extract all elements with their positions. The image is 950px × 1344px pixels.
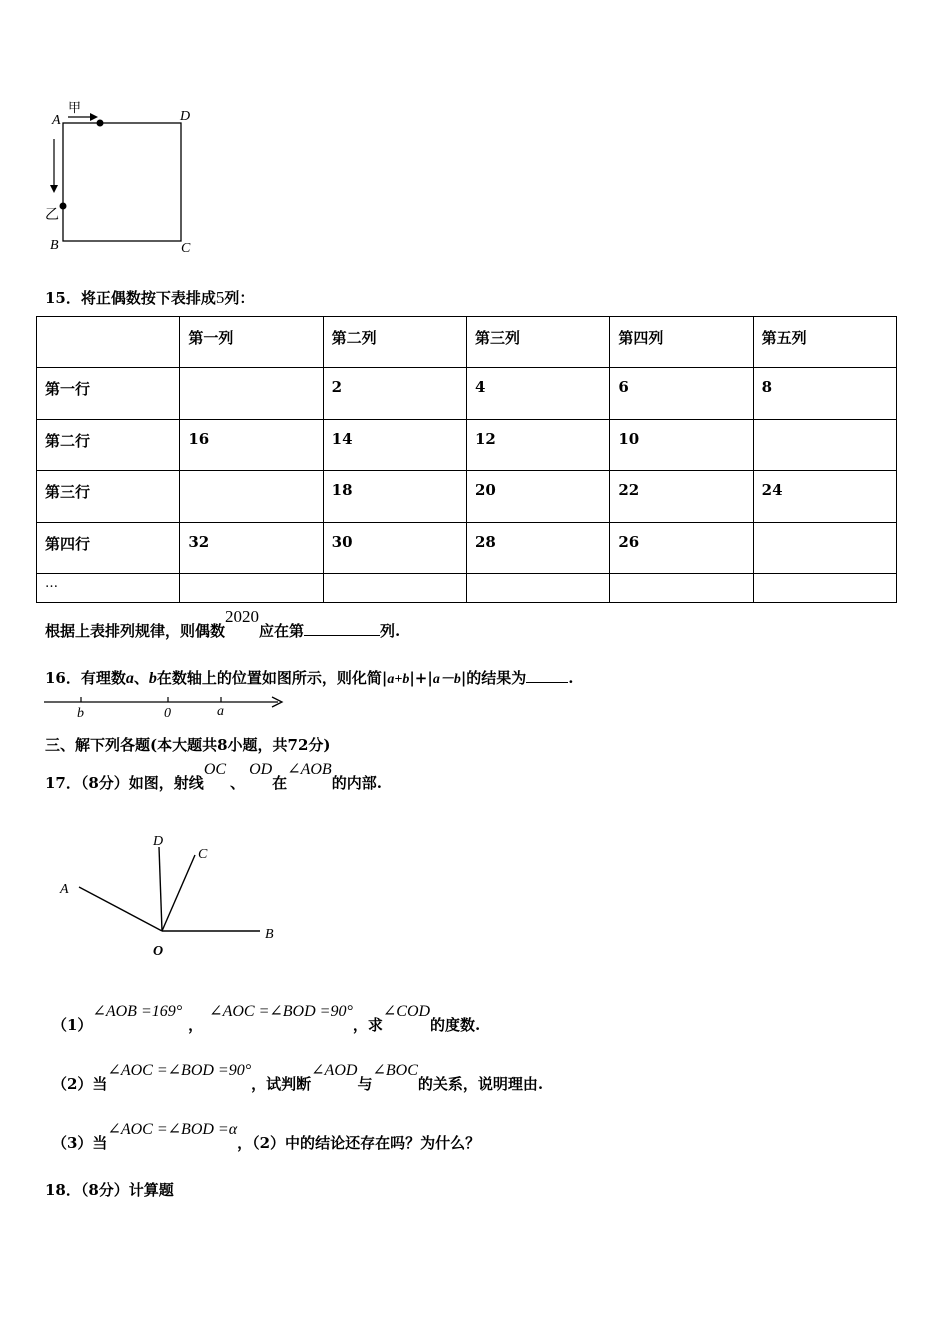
var-b: b: [148, 670, 157, 687]
math-aod: ∠AOD: [311, 1062, 358, 1079]
table-row: [37, 522, 897, 573]
ray-oc-line: [162, 855, 195, 931]
square-abcd: [63, 123, 181, 241]
part-text: 与: [357, 1075, 373, 1093]
table-cell: 第四行: [37, 522, 180, 573]
table-cell: 32: [180, 522, 323, 573]
table-cell: [610, 574, 753, 603]
table-cell: [37, 317, 180, 368]
q15-follow-c: 列.: [380, 622, 401, 640]
point-jia: [97, 120, 104, 127]
label-o: O: [153, 944, 164, 959]
q15-followup: [45, 607, 401, 641]
table-cell: 10: [610, 419, 753, 470]
answer-blank[interactable]: [526, 682, 568, 683]
table-header-cell: 第三列: [466, 317, 609, 368]
table-cell: 28: [466, 522, 609, 573]
var-a: a: [125, 670, 134, 687]
q15-statement: [45, 287, 254, 308]
q17-sep: 、: [230, 774, 246, 792]
q16-statement: [45, 667, 574, 688]
label-c: C: [181, 241, 191, 256]
label-b: B: [265, 927, 274, 942]
table-header-row: [37, 317, 897, 368]
ray-oc: OC: [203, 761, 227, 778]
expr-a-plus-b: a+b: [387, 672, 410, 687]
square-figure: [40, 92, 210, 262]
arrow-jia-head: [90, 113, 98, 121]
math-aoc-bod-alpha: ∠AOC =∠BOD =α: [107, 1121, 238, 1138]
angle-aob: ∠AOB: [287, 761, 332, 778]
table-cell: [180, 471, 323, 522]
table-cell: 18: [323, 471, 466, 522]
table-cell: …: [37, 574, 180, 603]
table-cell: 26: [610, 522, 753, 573]
label-yi: 乙: [45, 207, 59, 223]
part-end: ，（2）中的结论还存在吗？为什么？: [237, 1134, 481, 1152]
part-label: （3）当: [52, 1134, 108, 1152]
table-cell: 12: [466, 419, 609, 470]
table-cell: 24: [753, 471, 896, 522]
axis-label-zero: 0: [164, 706, 171, 721]
q16-end: .: [568, 669, 574, 687]
label-d: D: [180, 109, 191, 124]
table-cell: 第三行: [37, 471, 180, 522]
table-cell: [753, 522, 896, 573]
table-cell: 22: [610, 471, 753, 522]
ray-oa: [79, 887, 162, 931]
table-cell: 14: [323, 419, 466, 470]
q17-prefix: 17．（8分）如图，射线: [45, 774, 204, 792]
label-b: B: [50, 238, 59, 253]
q16-text-b: 在数轴上的位置如图所示，则化简|: [156, 669, 388, 687]
table-row: [37, 419, 897, 470]
table-cell: [466, 574, 609, 603]
table-cell: 第二行: [37, 419, 180, 470]
table-cell: 20: [466, 471, 609, 522]
q16-sep: 、: [133, 669, 149, 687]
axis-label-a: a: [217, 704, 224, 719]
table-cell: 4: [466, 368, 609, 419]
table-cell: [753, 419, 896, 470]
part-end: 的关系，说明理由.: [417, 1075, 544, 1093]
table-header-cell: 第一列: [180, 317, 323, 368]
part-text: ，试判断: [251, 1075, 312, 1093]
table-cell: [753, 574, 896, 603]
table-cell: [180, 574, 323, 603]
point-yi: [60, 203, 67, 210]
label-d: D: [153, 834, 164, 849]
table-cell: 16: [180, 419, 323, 470]
q15-suffix: 列：: [224, 289, 255, 307]
number-line: [40, 692, 290, 722]
q17-part3: [52, 1121, 481, 1153]
ray-od: OD: [249, 761, 273, 778]
section-heading: 三、解下列各题(本大题共8小题，共72分): [45, 736, 331, 754]
part-label: （2）当: [52, 1075, 108, 1093]
table-row: [37, 471, 897, 522]
q15-follow-b: 应在第: [259, 622, 305, 640]
part-label: （1）: [52, 1016, 93, 1034]
q15-prefix: 15．将正偶数按下表排成: [45, 289, 216, 307]
q15-num: 5: [215, 288, 225, 307]
q17-part2: [52, 1062, 544, 1094]
table-cell: [323, 574, 466, 603]
table-row: [37, 574, 897, 603]
q15-even-number: 2020: [225, 607, 260, 626]
table-row: [37, 368, 897, 419]
q18-statement: 18．（8分）计算题: [45, 1181, 174, 1199]
q16-text-c: |+|: [409, 669, 433, 687]
comma: ，: [188, 1016, 204, 1034]
math-boc: ∠BOC: [372, 1062, 418, 1079]
math-cod: ∠COD: [382, 1003, 431, 1020]
part-end: 的度数.: [430, 1016, 481, 1034]
table-cell: 8: [753, 368, 896, 419]
math-aoc-bod: ∠AOC =∠BOD =90°: [209, 1003, 353, 1020]
arrow-yi-head: [50, 185, 58, 193]
label-a: A: [60, 882, 69, 897]
label-a: A: [52, 113, 61, 128]
part-text: ，求: [352, 1016, 383, 1034]
q17-statement: [45, 761, 382, 793]
axis-label-b: b: [77, 706, 84, 721]
table-header-cell: 第四列: [610, 317, 753, 368]
table-cell: 30: [323, 522, 466, 573]
math-aob: ∠AOB =169°: [92, 1003, 183, 1020]
q17-part1: [52, 1003, 481, 1035]
q16-text-a: 16．有理数: [45, 669, 126, 687]
table-header-cell: 第二列: [323, 317, 466, 368]
label-c: C: [198, 847, 208, 862]
q16-text-d: |的结果为: [460, 669, 527, 687]
q15-follow-a: 根据上表排列规律，则偶数: [45, 622, 226, 640]
table-cell: [180, 368, 323, 419]
table-cell: 2: [323, 368, 466, 419]
ray-od-line: [159, 847, 162, 931]
expr-a-minus-b: a－b: [432, 672, 461, 687]
math-aoc-bod: ∠AOC =∠BOD =90°: [107, 1062, 252, 1079]
angle-figure: [55, 825, 295, 965]
q17-in: 在: [272, 774, 288, 792]
even-number-table: [36, 316, 897, 603]
label-jia: 甲: [68, 101, 82, 116]
table-header-cell: 第五列: [753, 317, 896, 368]
q17-suffix: 的内部.: [331, 774, 382, 792]
table-cell: 第一行: [37, 368, 180, 419]
table-cell: 6: [610, 368, 753, 419]
answer-blank[interactable]: [304, 635, 380, 636]
